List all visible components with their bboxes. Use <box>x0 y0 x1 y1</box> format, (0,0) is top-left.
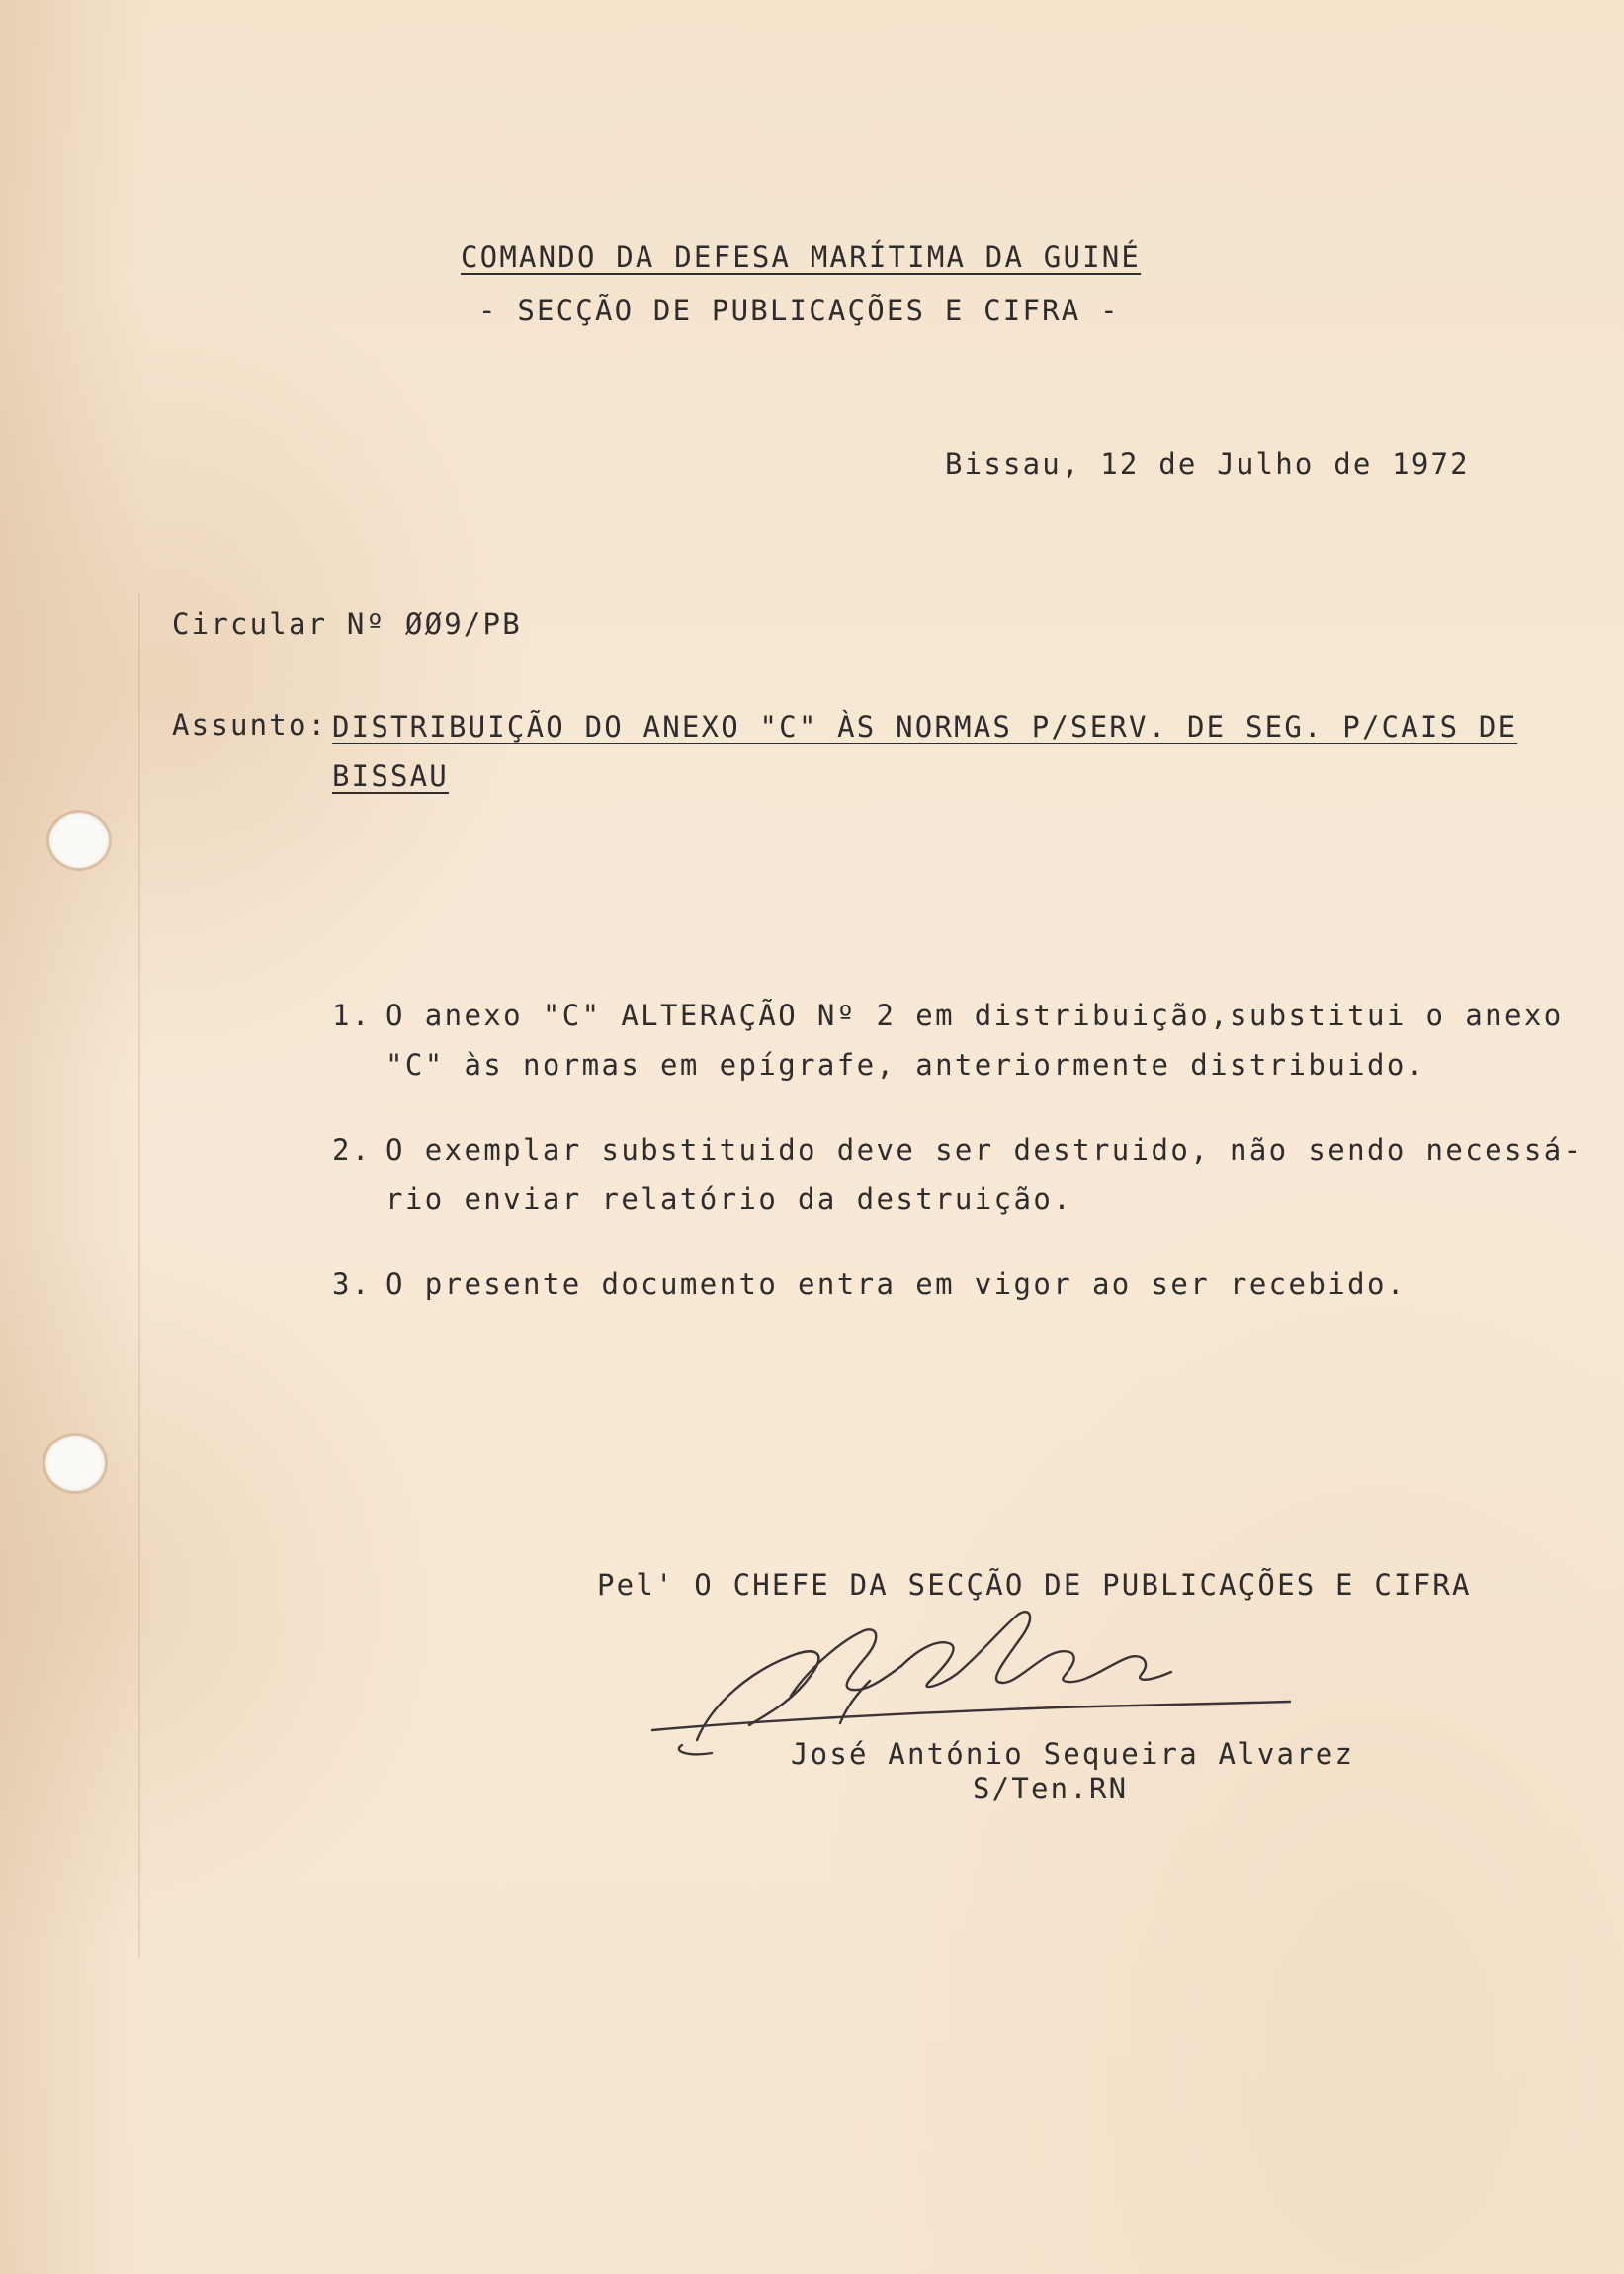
subject-label: Assunto: <box>172 708 328 742</box>
paper-crease <box>138 593 140 1958</box>
on-behalf-line: Pel' O CHEFE DA SECÇÃO DE PUBLICAÇÕES E CIFRA <box>597 1568 1472 1602</box>
punch-hole <box>45 1436 105 1491</box>
subject-line-1: DISTRIBUIÇÃO DO ANEXO "C" ÀS NORMAS P/SERV. DE SEG. P/CAIS DE <box>332 710 1518 743</box>
paragraph-line: O exemplar substituido deve ser destruido, não sendo necessá- <box>385 1133 1583 1167</box>
paragraph-line: O presente documento entra em vigor ao ser recebido. <box>385 1268 1407 1301</box>
signatory-name: José António Sequeira Alvarez <box>791 1737 1355 1771</box>
paragraph-1 <box>332 991 1564 1099</box>
paragraph-number: 3. <box>332 1268 372 1301</box>
paragraph-3 <box>332 1260 1518 1319</box>
paragraph-number: 1. <box>332 999 372 1032</box>
paragraph-line: O anexo "C" ALTERAÇÃO Nº 2 em distribuição,substitui o anexo <box>385 999 1564 1032</box>
header-section: - SECÇÃO DE PUBLICAÇÕES E CIFRA - <box>478 294 1120 327</box>
paragraph-number: 2. <box>332 1133 372 1167</box>
punch-hole <box>49 813 109 868</box>
subject-line-2: BISSAU <box>332 759 449 793</box>
paragraph-2 <box>332 1125 1583 1234</box>
paper-stain <box>0 0 148 2274</box>
signatory-rank: S/Ten.RN <box>973 1772 1129 1805</box>
circular-number: Circular Nº ØØ9/PB <box>172 607 522 641</box>
header-organization: COMANDO DA DEFESA MARÍTIMA DA GUINÉ <box>461 240 1142 274</box>
paragraph-line: rio enviar relatório da destruição. <box>385 1182 1073 1216</box>
paragraph-line: "C" às normas em epígrafe, anteriormente distribuido. <box>385 1048 1426 1082</box>
date-line: Bissau, 12 de Julho de 1972 <box>945 447 1470 481</box>
